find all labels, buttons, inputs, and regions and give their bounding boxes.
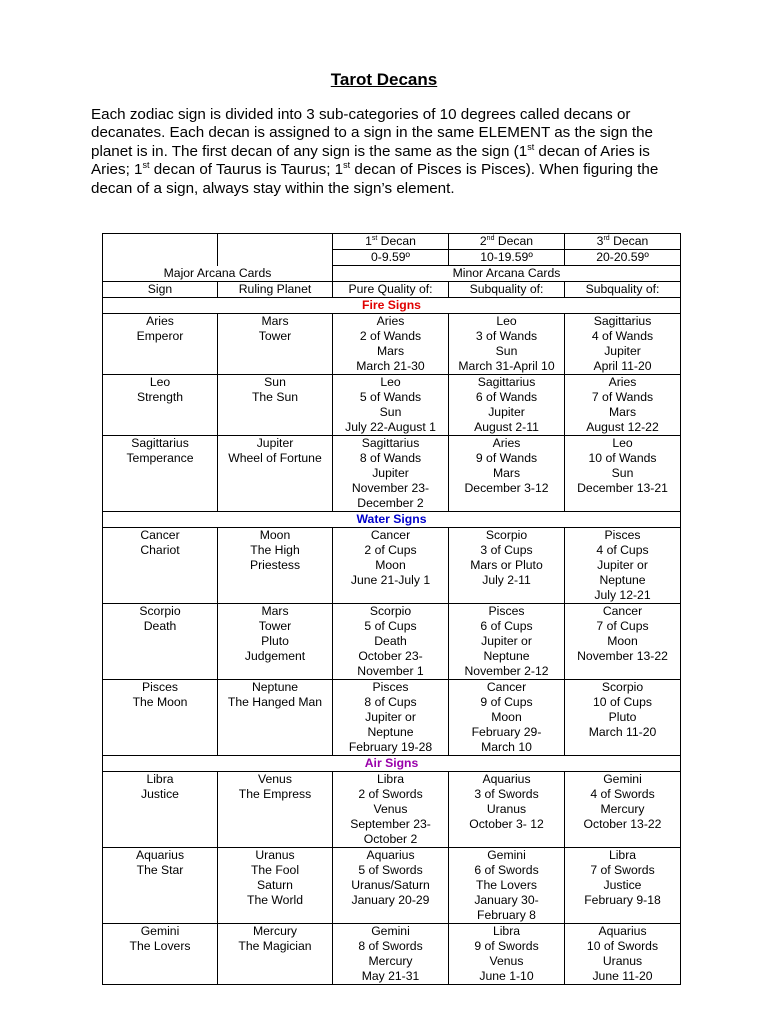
- table-cell: Libra 9 of Swords Venus June 1-10: [449, 924, 565, 985]
- decan-3-range: 20-20.59º: [565, 250, 681, 266]
- element-header-row: [103, 756, 681, 772]
- page-title: Tarot Decans: [330, 70, 438, 89]
- superscript-st: st: [142, 160, 150, 171]
- table-cell: Aquarius The Star: [103, 848, 218, 924]
- table-cell: Moon The High Priestess: [218, 528, 333, 604]
- column-header-row: [103, 282, 681, 298]
- table-cell: Pisces 8 of Cups Jupiter or Neptune February 19-28: [333, 680, 449, 756]
- intro-text-2: decan of Aries is Aries; 1: [91, 142, 650, 179]
- table-cell: Sagittarius 6 of Wands Jupiter August 2-11: [449, 375, 565, 436]
- intro-text-1: Each zodiac sign is divided into 3 sub-categories of 10 degrees called decans or decanates. Each decan is assigned to a sign in the same ELEMENT as the sign the planet is in. The first decan of any sign is the same as the sign (1: [91, 106, 653, 160]
- table-row: [103, 436, 681, 512]
- empty-header-cell: [218, 250, 333, 266]
- table-cell: Cancer 2 of Cups Moon June 21-July 1: [333, 528, 449, 604]
- table-cell: Mercury The Magician: [218, 924, 333, 985]
- element-heading: Fire Signs: [103, 298, 681, 314]
- table-cell: Scorpio 10 of Cups Pluto March 11-20: [565, 680, 681, 756]
- table-cell: Gemini 8 of Swords Mercury May 21-31: [333, 924, 449, 985]
- table-cell: Aries Emperor: [103, 314, 218, 375]
- table-cell: Scorpio 5 of Cups Death October 23- November 1: [333, 604, 449, 680]
- decan-range-row: [103, 250, 681, 266]
- intro-paragraph: [91, 106, 691, 198]
- table-row: [103, 772, 681, 848]
- element-header-row: [103, 298, 681, 314]
- decan-2-range: 10-19.59º: [449, 250, 565, 266]
- table-cell: Libra Justice: [103, 772, 218, 848]
- table-row: [103, 528, 681, 604]
- table-cell: Pisces The Moon: [103, 680, 218, 756]
- table-cell: Cancer 9 of Cups Moon February 29- March 10: [449, 680, 565, 756]
- table-cell: Gemini The Lovers: [103, 924, 218, 985]
- table-cell: Pisces 4 of Cups Jupiter or Neptune July 12-21: [565, 528, 681, 604]
- table-cell: Mars Tower Pluto Judgement: [218, 604, 333, 680]
- decans-table-body: [103, 234, 681, 985]
- table-cell: Scorpio 3 of Cups Mars or Pluto July 2-11: [449, 528, 565, 604]
- table-cell: Libra 7 of Swords Justice February 9-18: [565, 848, 681, 924]
- table-cell: Pisces 6 of Cups Jupiter or Neptune November 2-12: [449, 604, 565, 680]
- table-cell: Neptune The Hanged Man: [218, 680, 333, 756]
- column-header: Subquality of:: [449, 282, 565, 298]
- table-cell: Sagittarius 8 of Wands Jupiter November 23- December 2: [333, 436, 449, 512]
- table-cell: Cancer Chariot: [103, 528, 218, 604]
- table-cell: Cancer 7 of Cups Moon November 13-22: [565, 604, 681, 680]
- table-row: [103, 604, 681, 680]
- table-row: [103, 375, 681, 436]
- table-cell: Aquarius 5 of Swords Uranus/Saturn January 20-29: [333, 848, 449, 924]
- table-cell: Sagittarius Temperance: [103, 436, 218, 512]
- table-row: [103, 848, 681, 924]
- table-cell: Libra 2 of Swords Venus September 23- October 2: [333, 772, 449, 848]
- empty-header-cell: [218, 234, 333, 250]
- table-cell: Sagittarius 4 of Wands Jupiter April 11-20: [565, 314, 681, 375]
- intro-text-3: decan of Taurus is Taurus; 1: [149, 161, 344, 179]
- minor-arcana-header: Minor Arcana Cards: [333, 266, 681, 282]
- superscript-st: st: [527, 141, 535, 152]
- superscript-st: st: [343, 160, 351, 171]
- table-cell: Gemini 6 of Swords The Lovers January 30- February 8: [449, 848, 565, 924]
- table-cell: Aries 9 of Wands Mars December 3-12: [449, 436, 565, 512]
- decan-1-header: 1st Decan: [333, 234, 449, 250]
- column-header: Subquality of:: [565, 282, 681, 298]
- decan-number-row: [103, 234, 681, 250]
- decan-2-header: 2nd Decan: [449, 234, 565, 250]
- table-cell: Gemini 4 of Swords Mercury October 13-22: [565, 772, 681, 848]
- table-cell: Aquarius 3 of Swords Uranus October 3- 12: [449, 772, 565, 848]
- decan-1-range: 0-9.59º: [333, 250, 449, 266]
- decans-table: [102, 233, 681, 985]
- table-cell: Aries 2 of Wands Mars March 21-30: [333, 314, 449, 375]
- column-header: Ruling Planet: [218, 282, 333, 298]
- table-row: [103, 680, 681, 756]
- empty-header-cell: [103, 234, 218, 250]
- table-cell: Aries 7 of Wands Mars August 12-22: [565, 375, 681, 436]
- arcana-row: [103, 266, 681, 282]
- table-cell: Leo 3 of Wands Sun March 31-April 10: [449, 314, 565, 375]
- column-header: Pure Quality of:: [333, 282, 449, 298]
- table-cell: Venus The Empress: [218, 772, 333, 848]
- table-cell: Mars Tower: [218, 314, 333, 375]
- table-row: [103, 314, 681, 375]
- element-heading: Air Signs: [103, 756, 681, 772]
- table-cell: Leo Strength: [103, 375, 218, 436]
- table-cell: Leo 10 of Wands Sun December 13-21: [565, 436, 681, 512]
- major-arcana-header: Major Arcana Cards: [103, 266, 333, 282]
- decan-3-header: 3rd Decan: [565, 234, 681, 250]
- table-cell: Uranus The Fool Saturn The World: [218, 848, 333, 924]
- element-heading: Water Signs: [103, 512, 681, 528]
- intro-text-4: decan of Pisces is Pisces). When figuring the decan of a sign, always stay within the sign’s element.: [91, 161, 659, 197]
- table-cell: Sun The Sun: [218, 375, 333, 436]
- element-header-row: [103, 512, 681, 528]
- empty-header-cell: [103, 250, 218, 266]
- table-row: [103, 924, 681, 985]
- column-header: Sign: [103, 282, 218, 298]
- table-cell: Aquarius 10 of Swords Uranus June 11-20: [565, 924, 681, 985]
- table-cell: Jupiter Wheel of Fortune: [218, 436, 333, 512]
- table-cell: Scorpio Death: [103, 604, 218, 680]
- table-cell: Leo 5 of Wands Sun July 22-August 1: [333, 375, 449, 436]
